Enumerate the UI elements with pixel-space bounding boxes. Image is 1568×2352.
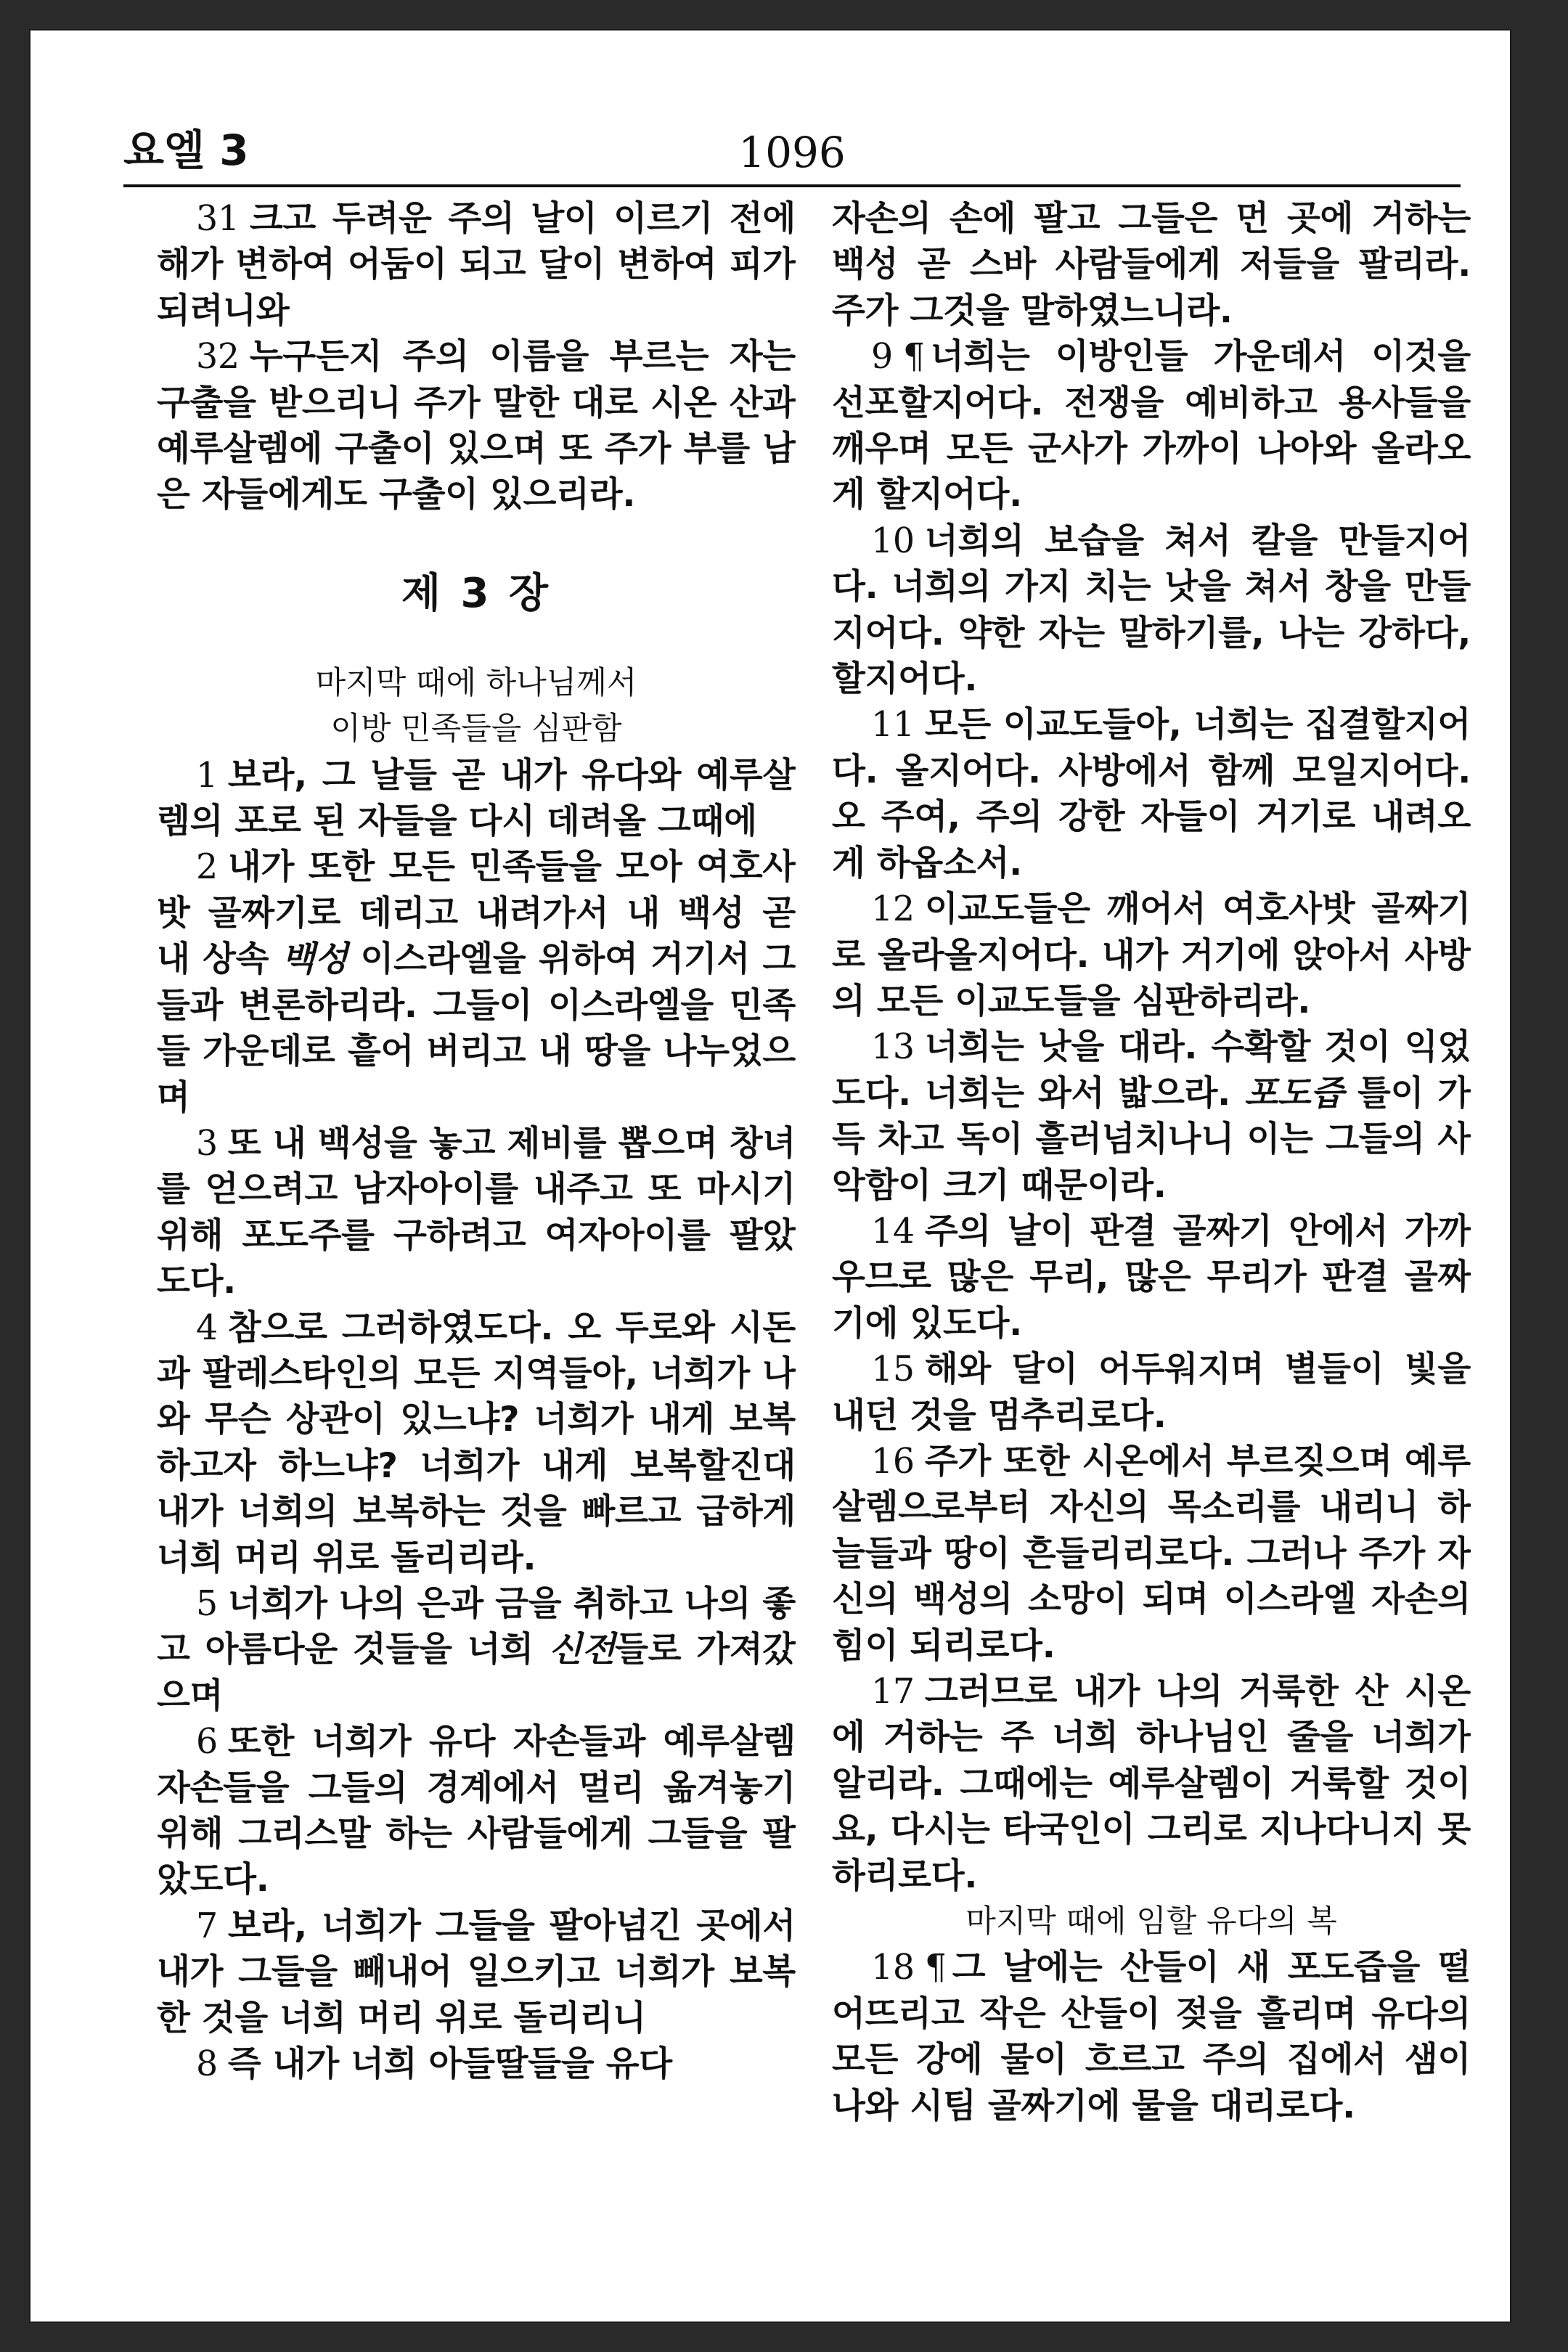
verse-text: 이스라엘을 위하여 거기서 그들과 변론하리라. 그들이 이스라엘을 민족들 가운데로 흩어 버리고 내 땅을 나누었으며 [157,939,796,1118]
verse-number: 5 [196,1583,218,1624]
verse-number: 14 [871,1211,915,1251]
verse-joel-3-18 [832,1945,1471,2129]
verse-text: 너희가 나의 은과 금을 취하고 나의 좋고 아름다운 것들을 너희 [157,1583,796,1670]
verse-text: 들로 가져갔으며 [157,1630,796,1716]
verse-joel-3-1 [157,753,796,845]
verse-joel-3-8 [157,2041,796,2087]
verse-joel-3-15 [832,1347,1471,1439]
verse-text: 이교도들은 깨어서 여호사밧 골짜기로 올라올지어다. 내가 거기에 앉아서 사방의 모든 이교도들을 심판하리라. [832,889,1471,1021]
verse-text: 주의 날이 판결 골짜기 안에서 가까우므로 많은 무리, 많은 무리가 판결 골짜기에 있도다. [832,1211,1471,1344]
verse-joel-3-9 [832,334,1471,518]
bible-page [30,30,1510,2322]
verse-joel-3-8-continued: 자손의 손에 팔고 그들은 먼 곳에 거하는 백성 곧 스바 사람들에게 저들을 팔리라. 주가 그것을 말하였느니라. [832,199,1471,331]
verse-number: 18 [871,1948,915,1988]
verse-text: 너희는 낫을 대라. 수확할 것이 익었도다. 너희는 와서 밟으라. [832,1027,1471,1114]
verse-text: 그 날에는 산들이 새 포도즙을 떨어뜨리고 작은 산들이 젖을 흘리며 유다의 모든 강에 물이 흐르고 주의 집에서 샘이 나와 시팀 골짜기에 물을 대리로다. [832,1948,1471,2126]
verse-text: 틀이 가득 차고 독이 흘러넘치나니 이는 그들의 사악함이 크기 때문이라. [832,1073,1471,1206]
verse-text: 모든 이교도들아, 너희는 집결할지어다. 올지어다. 사방에서 함께 모일지어다. 오 주여, 주의 강한 자들이 거기로 내려오게 하옵소서. [832,705,1471,883]
verse-text: 너희는 이방인들 가운데서 이것을 선포할지어다. 전쟁을 예비하고 용사들을 깨우며 모든 군사가 가까이 나아와 올라오게 할지어다. [832,337,1471,515]
verse-number: 9 [871,337,893,377]
verse-number: 6 [196,1722,218,1763]
verse-number: 7 [196,1906,218,1946]
verse-text: 그러므로 내가 나의 거룩한 산 시온에 거하는 주 너희 하나님인 줄을 너희가 알리라. 그때에는 예루살렘이 거룩할 것이요, 다시는 타국인이 그리로 지나다니지 못하리로다. [832,1672,1471,1896]
verse-number: 2 [196,847,218,888]
verse-joel-3-2 [157,844,796,1120]
verse-number: 16 [871,1441,915,1482]
verse-number: 17 [871,1672,915,1712]
verse-joel-2-31 [157,196,796,334]
verse-number: 31 [196,199,240,239]
verse-text: 보라, 그 날들 곧 내가 유다와 예루살렘의 포로 된 자들을 다시 데려올 그때에 [157,755,796,842]
verse-number: 11 [871,705,915,746]
verse-joel-3-10 [832,518,1471,703]
pilcrow-mark: ¶ [924,1948,947,1988]
verse-joel-2-32 [157,334,796,518]
verse-number: 1 [196,755,218,796]
verse-number: 3 [196,1123,218,1164]
verse-joel-3-14 [832,1209,1471,1347]
verse-text: 즉 내가 너희 아들딸들을 유다 [227,2044,672,2085]
section-heading-line-2: 이방 민족들을 심판함 [330,711,622,748]
right-column [832,196,1471,2272]
verse-number: 32 [196,337,240,377]
italic-supplied-word: 신전 [548,1630,616,1670]
page-header [123,125,1461,187]
chapter-heading: 제 3 장 [401,569,552,617]
left-column [157,196,796,2272]
verse-joel-3-7 [157,1903,796,2041]
verse-joel-3-4 [157,1305,796,1581]
section-heading-line-1: 마지막 때에 하나님께서 [315,664,637,701]
verse-joel-3-16 [832,1439,1471,1669]
verse-text: 주가 또한 시온에서 부르짖으며 예루살렘으로부터 자신의 목소리를 내리니 하늘들과 땅이 흔들리리로다. 그러나 주가 자신의 백성의 소망이 되며 이스라엘 자손의 힘이 되리로다. [832,1441,1471,1666]
verse-text: 너희의 보습을 쳐서 칼을 만들지어다. 너희의 가지 치는 낫을 쳐서 창을 만들지어다. 약한 자는 말하기를, 나는 강하다, 할지어다. [832,520,1471,700]
verse-text: 보라, 너희가 그들을 팔아넘긴 곳에서 내가 그들을 빼내어 일으키고 너희가 보복한 것을 너희 머리 위로 돌리리니 [157,1906,796,2038]
verse-number: 8 [196,2044,218,2085]
verse-joel-3-11 [832,702,1471,886]
verse-joel-3-13 [832,1024,1471,1209]
verse-joel-3-6 [157,1719,796,1903]
section-heading: 마지막 때에 임할 유다의 복 [965,1903,1337,1940]
verse-text: 또 내 백성을 놓고 제비를 뽑으며 창녀를 얻으려고 남자아이를 내주고 또 마시기 위해 포도주를 구하려고 여자아이를 팔았도다. [157,1123,796,1302]
verse-text: 크고 두려운 주의 날이 이르기 전에 해가 변하여 어둠이 되고 달이 변하여 피가 되려니와 [157,199,796,331]
verse-number: 12 [871,889,915,930]
verse-text: 내가 또한 모든 민족들을 모아 여호사밧 골짜기로 데리고 내려가서 내 백성 곧 내 상속 [157,847,796,980]
verse-joel-3-17 [832,1669,1471,1899]
italic-supplied-word: 백성 [281,939,348,980]
verse-text: 또한 너희가 유다 자손들과 예루살렘 자손들을 그들의 경계에서 멀리 옮겨놓기 위해 그리스말 하는 사람들에게 그들을 팔았도다. [157,1722,796,1900]
verse-text: 누구든지 주의 이름을 부르는 자는 구출을 받으리니 주가 말한 대로 시온 산과 예루살렘에 구출이 있으며 또 주가 부를 남은 자들에게도 구출이 있으리라. [157,337,796,515]
pilcrow-mark: ¶ [902,337,925,377]
page-number: 1096 [738,128,846,177]
verse-joel-3-3 [157,1121,796,1305]
verse-number: 10 [871,520,915,561]
verse-joel-3-12 [832,886,1471,1024]
italic-supplied-word: 포도즙 [1244,1073,1344,1114]
running-head-book-chapter: 요엘 3 [123,126,249,175]
verse-number: 4 [196,1307,218,1348]
verse-text: 참으로 그러하였도다. 오 두로와 시돈과 팔레스타인의 모든 지역들아, 너희가 나와 무슨 상관이 있느냐? 너희가 내게 보복하고자 하느냐? 너희가 내게 보복할진대 내가 너희의 보복하는 것을 빠르고 급하게 너희 머리 위로 돌리리라. [157,1307,796,1578]
verse-text: 해와 달이 어두워지며 별들이 빛을 내던 것을 멈추리로다. [832,1349,1471,1436]
verse-number: 15 [871,1349,915,1390]
verse-joel-3-5 [157,1581,796,1719]
verse-number: 13 [871,1027,915,1068]
